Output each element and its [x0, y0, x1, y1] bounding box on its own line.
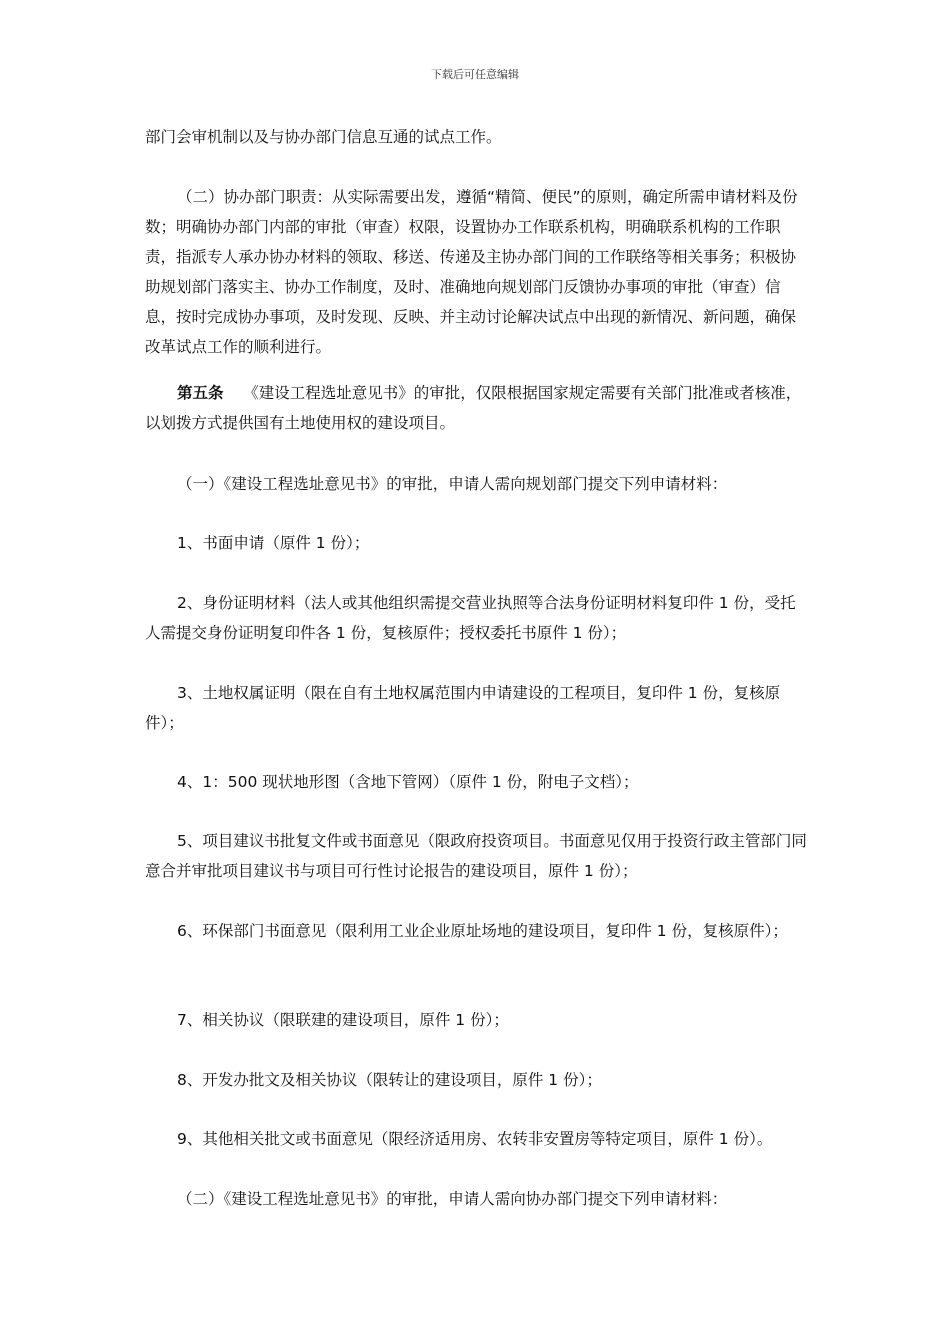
- article-label: 第五条: [177, 384, 224, 402]
- list-item-9: 9、其他相关批文或书面意见（限经济适用房、农转非安置房等特定项目，原件 1 份）。: [177, 1130, 773, 1148]
- section-two-heading: （二）《建设工程选址意见书》的审批，申请人需向协办部门提交下列申请材料：: [177, 1190, 728, 1208]
- list-item-6: 6、环保部门书面意见（限利用工业企业原址场地的建设项目，复印件 1 份，复核原件）；: [177, 922, 788, 940]
- list-item-4: 4、1：500 现状地形图（含地下管网）（原件 1 份，附电子文档）；: [177, 773, 639, 791]
- paragraph-continuation: 部门会审机制以及与协办部门信息互通的试点工作。: [145, 128, 502, 146]
- paragraph-coordinator-duties: （二）协办部门职责：从实际需要出发，遵循“精简、便民”的原则，确定所需申请材料及份数；明确协办部门内部的审批（审查）权限，设置协办工作联系机构，明确联系机构的工作职责，指派专人承办协办材料的领取、移送、传递及主协办部门间的工作联络等相关事务；积极协助规划部门落实主、协办工作制度，及时、准确地向规划部门反馈协办事项的审批（审查）信息，按时完成协办事项，及时发现、反映、并主动讨论解决试点中出现的新情况、新问题，确保改革试点工作的顺利进行。: [145, 188, 798, 356]
- page-header: 下载后可任意编辑: [431, 68, 519, 81]
- list-item-3: 3、土地权属证明（限在自有土地权属范围内申请建设的工程项目，复印件 1 份，复核原件）；: [145, 684, 781, 732]
- list-item-8: 8、开发办批文及相关协议（限转让的建设项目，原件 1 份）；: [177, 1071, 602, 1089]
- list-item-7: 7、相关协议（限联建的建设项目，原件 1 份）；: [177, 1011, 509, 1029]
- list-item-5: 5、项目建议书批复文件或书面意见（限政府投资项目。书面意见仅用于投资行政主管部门同意合并审批项目建议书与项目可行性讨论报告的建设项目，原件 1 份）；: [145, 832, 807, 880]
- article-text: 《建设工程选址意见书》的审批，仅限根据国家规定需要有关部门批准或者核准，以划拨方式提供国有土地使用权的建设项目。: [145, 384, 802, 432]
- section-one-heading: （一）《建设工程选址意见书》的审批，申请人需向规划部门提交下列申请材料：: [177, 475, 728, 493]
- list-item-2: 2、身份证明材料（法人或其他组织需提交营业执照等合法身份证明材料复印件 1 份，受托人需提交身份证明复印件各 1 份，复核原件；授权委托书原件 1 份）；: [145, 594, 796, 642]
- article-five: [145, 378, 810, 438]
- list-item-1: 1、书面申请（原件 1 份）；: [177, 534, 370, 552]
